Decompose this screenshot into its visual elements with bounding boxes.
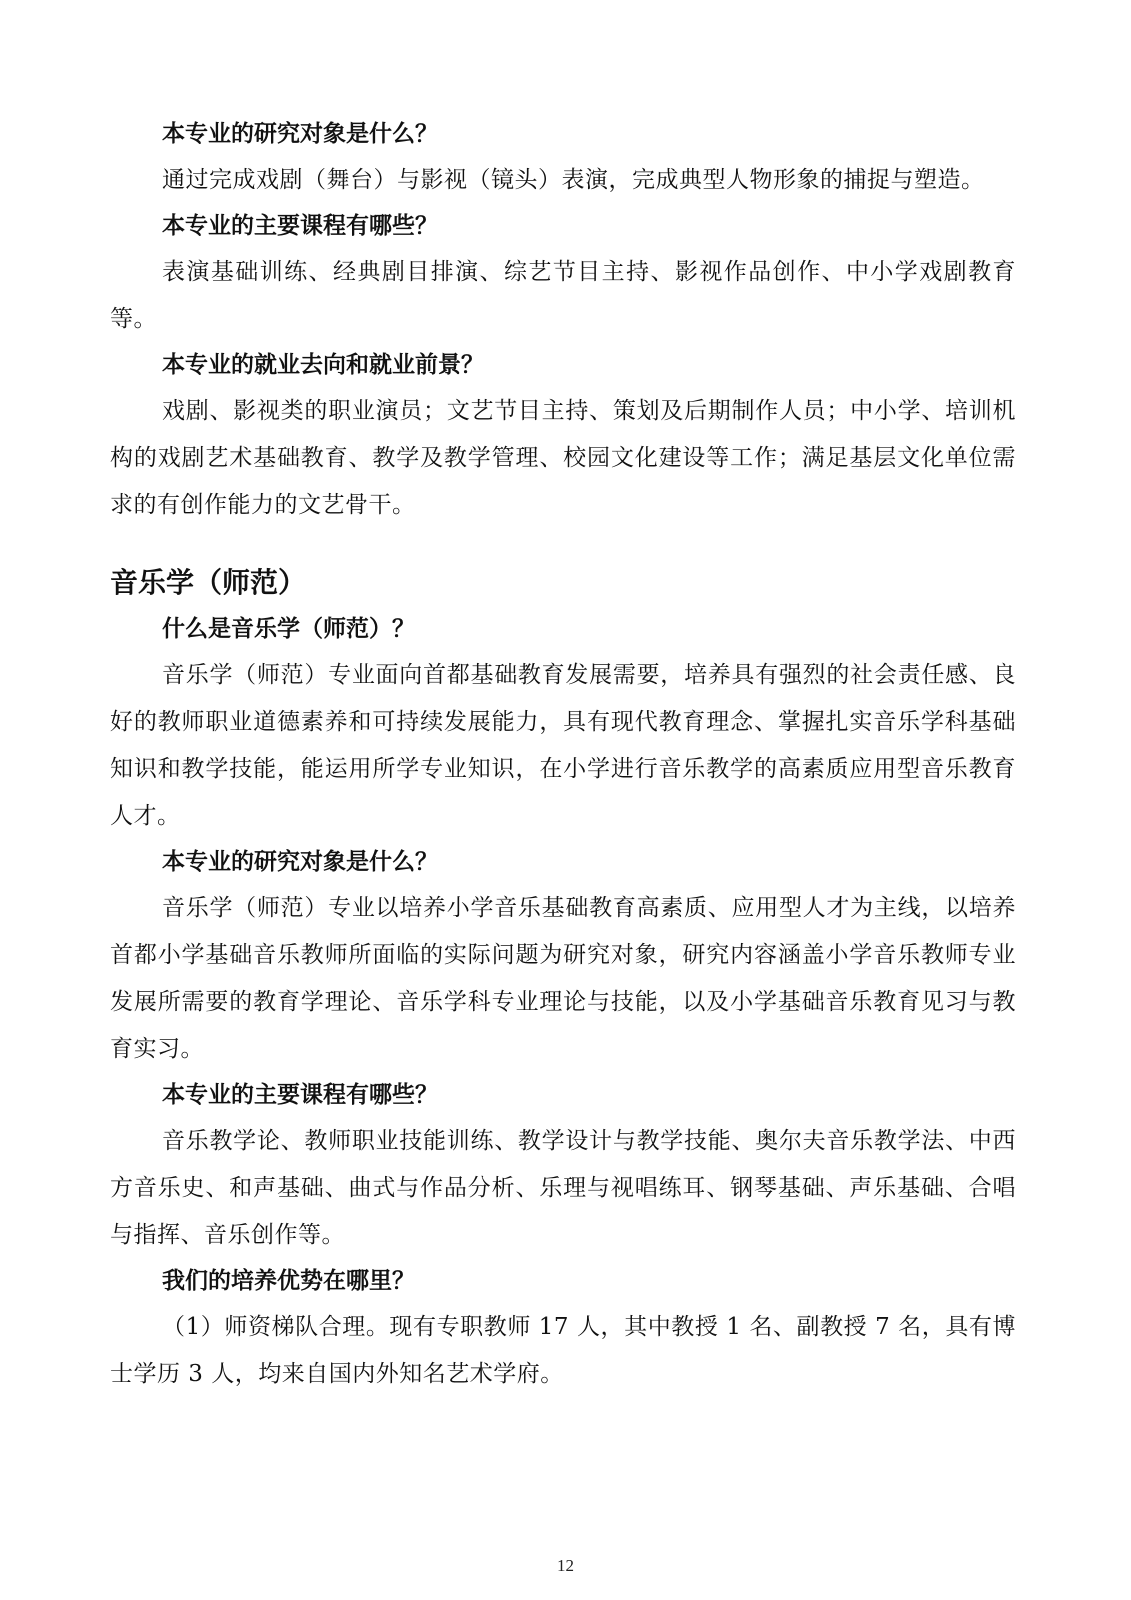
career-answer-paragraph: 戏剧、影视类的职业演员；文艺节目主持、策划及后期制作人员；中小学、培训机构的戏剧艺术基础教育、教学及教学管理、校园文化建设等工作；满足基层文化单位需求的有创作能力的文艺骨干。	[110, 398, 1016, 518]
music-courses-answer-paragraph: 音乐教学论、教师职业技能训练、教学设计与教学技能、奥尔夫音乐教学法、中西方音乐史、和声基础、曲式与作品分析、乐理与视唱练耳、钢琴基础、声乐基础、合唱与指挥、音乐创作等。	[110, 1128, 1016, 1248]
section-title-music: 音乐学（师范）	[110, 566, 307, 599]
courses-answer-paragraph: 表演基础训练、经典剧目排演、综艺节目主持、影视作品创作、中小学戏剧教育等。	[110, 259, 1016, 332]
courses-question-heading: 本专业的主要课程有哪些？	[162, 213, 438, 239]
music-courses-question-heading: 本专业的主要课程有哪些？	[162, 1082, 438, 1108]
advantage-answer-paragraph: （1）师资梯队合理。现有专职教师 17 人，其中教授 1 名、副教授 7 名，具有博士学历 3 人，均来自国内外知名艺术学府。	[110, 1314, 1016, 1387]
advantage-question-heading: 我们的培养优势在哪里？	[162, 1268, 415, 1294]
career-question-heading: 本专业的就业去向和就业前景？	[162, 352, 484, 378]
music-research-answer-paragraph: 音乐学（师范）专业以培养小学音乐基础教育高素质、应用型人才为主线，以培养首都小学基础音乐教师所面临的实际问题为研究对象，研究内容涵盖小学音乐教师专业发展所需要的教育学理论、音乐学科专业理论与技能，以及小学基础音乐教育见习与教育实习。	[110, 895, 1016, 1062]
research-answer-paragraph: 通过完成戏剧（舞台）与影视（镜头）表演，完成典型人物形象的捕捉与塑造。	[162, 167, 985, 193]
page-number: 12	[557, 1556, 574, 1575]
music-research-question-heading: 本专业的研究对象是什么？	[162, 849, 438, 875]
what-answer-paragraph: 音乐学（师范）专业面向首都基础教育发展需要，培养具有强烈的社会责任感、良好的教师职业道德素养和可持续发展能力，具有现代教育理念、掌握扎实音乐学科基础知识和教学技能，能运用所学专业知识，在小学进行音乐教学的高素质应用型音乐教育人才。	[110, 662, 1016, 829]
page-content	[110, 112, 1016, 1398]
what-question-heading: 什么是音乐学（师范）？	[162, 616, 415, 642]
research-question-heading: 本专业的研究对象是什么？	[162, 121, 438, 147]
section-spacer	[110, 529, 1016, 559]
